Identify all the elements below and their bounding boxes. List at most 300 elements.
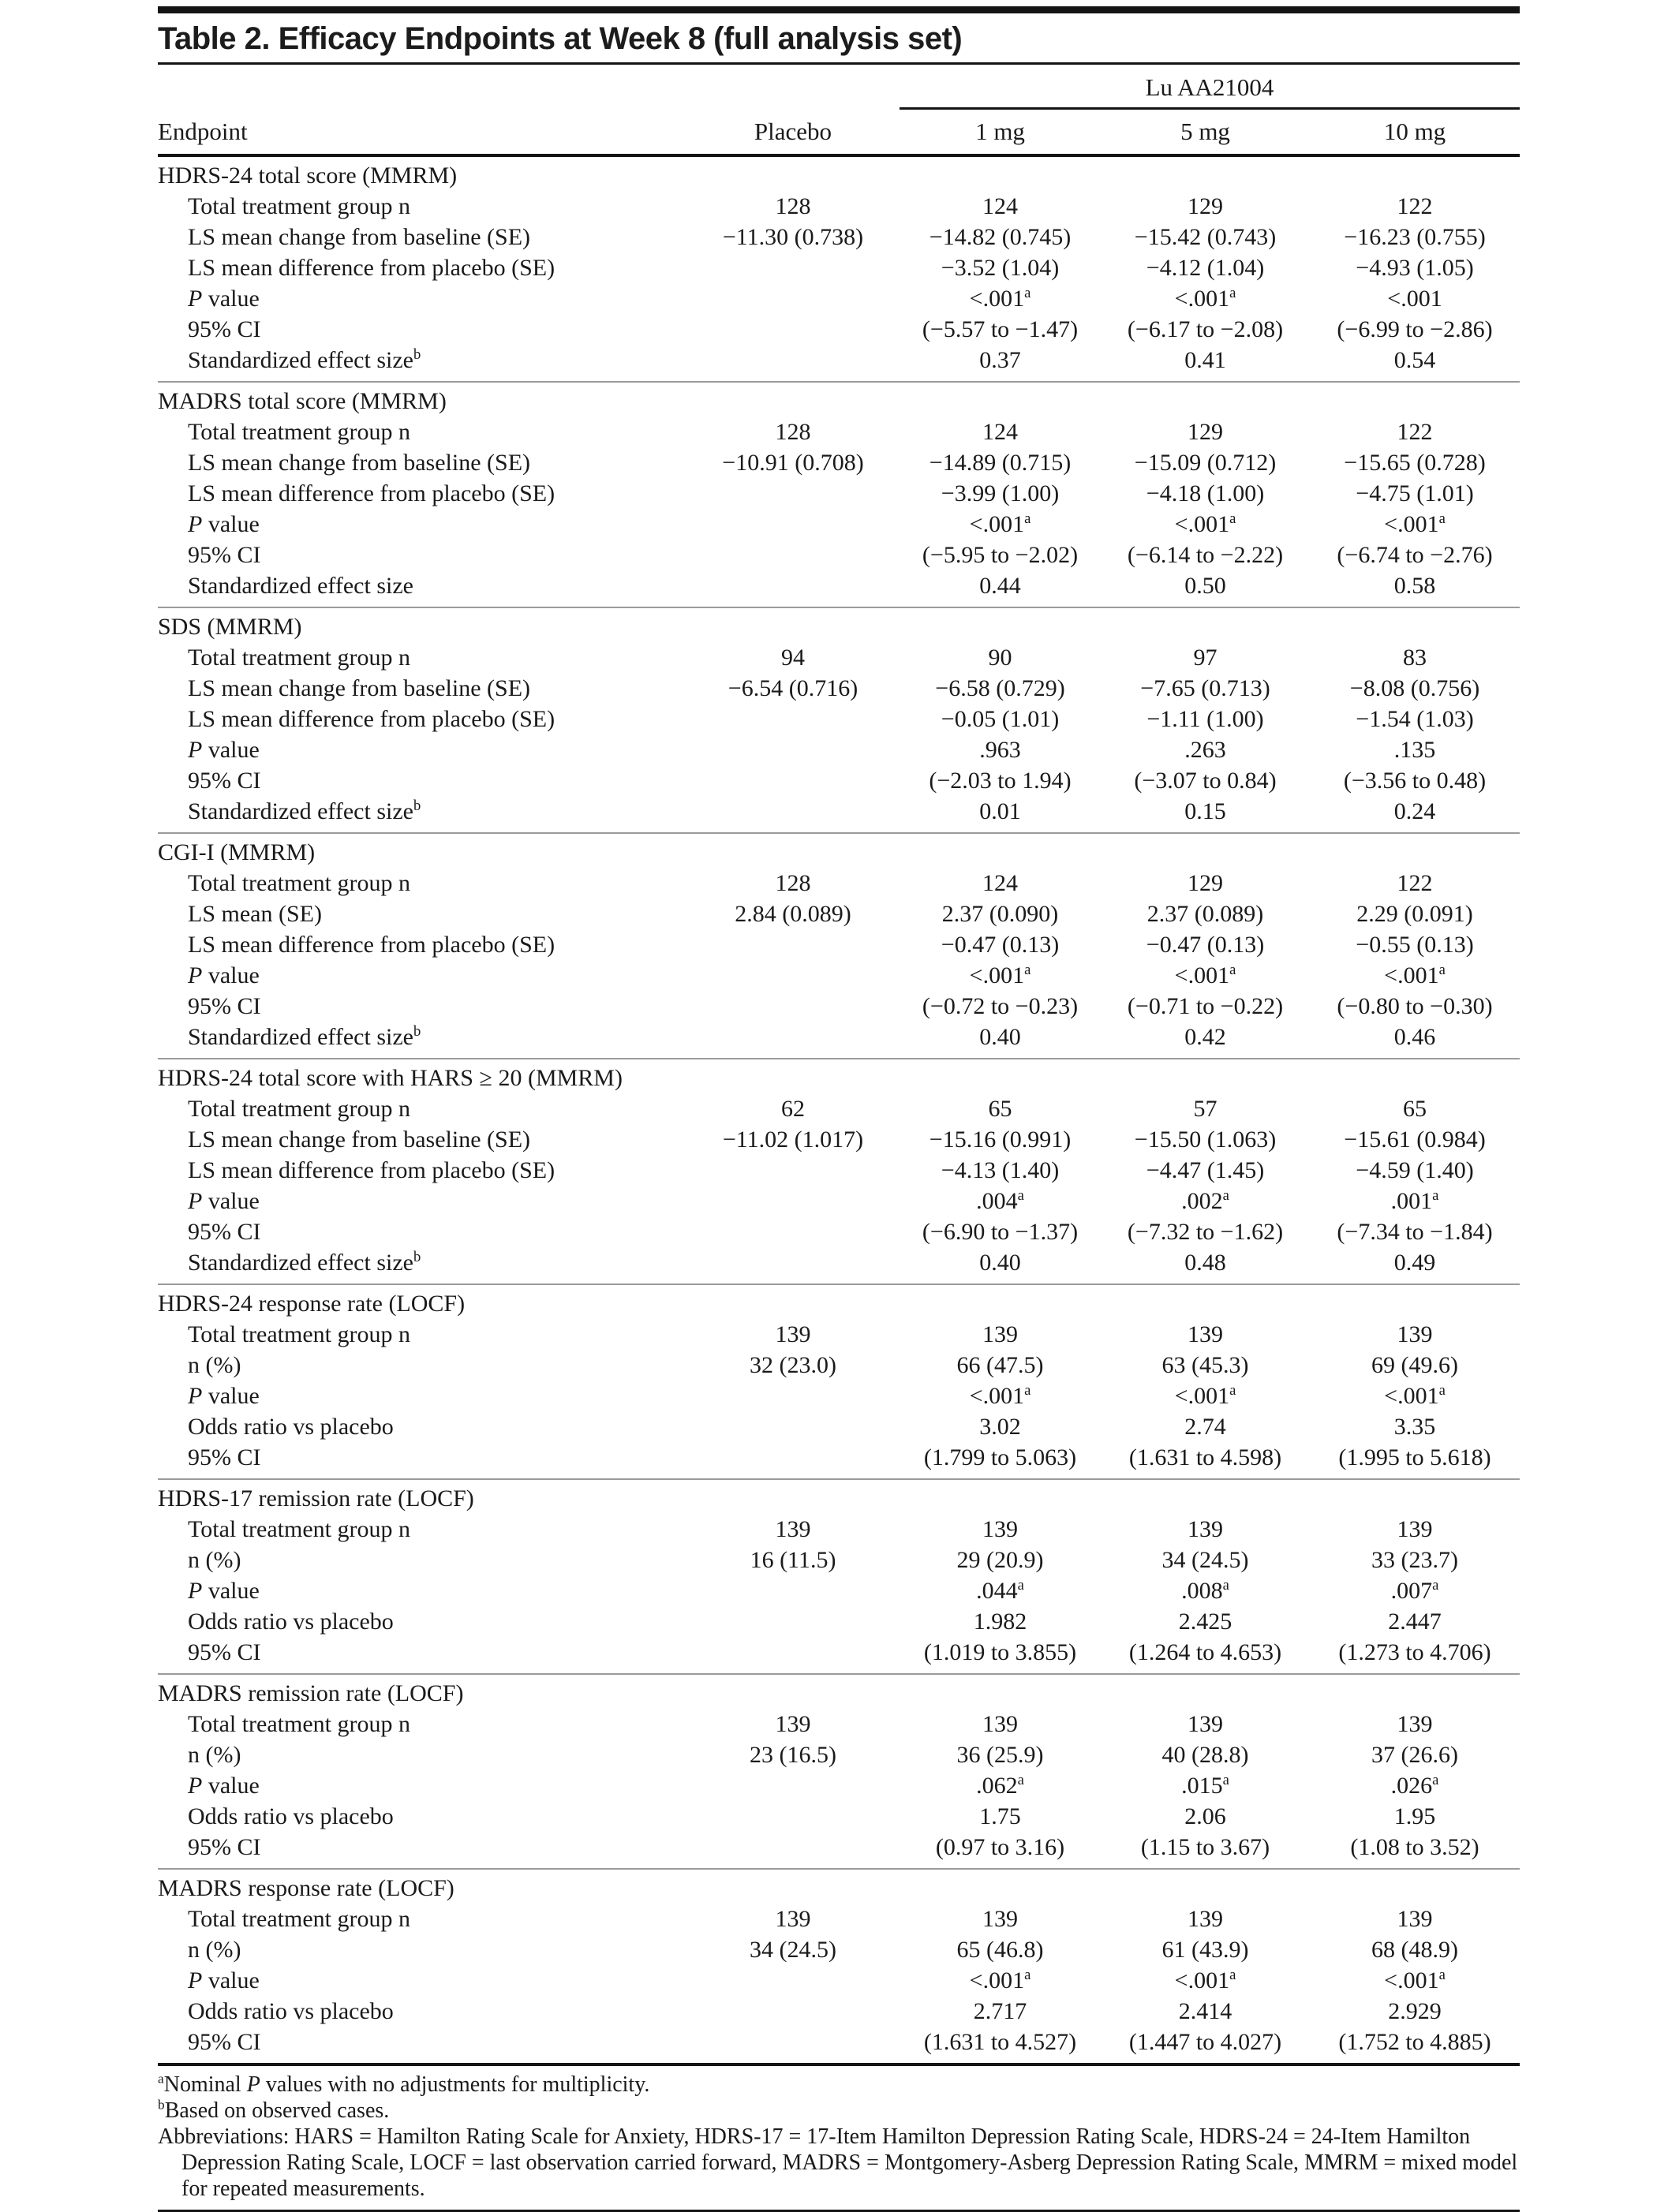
- table-cell: 139: [775, 1906, 811, 1932]
- table-cell: −6.58 (0.729): [935, 675, 1065, 701]
- table-row: [158, 1442, 1520, 1473]
- table-cell: (1.995 to 5.618): [1338, 1444, 1491, 1470]
- table-cell: (1.631 to 4.527): [923, 2029, 1077, 2055]
- table-row: [158, 1350, 1520, 1381]
- table-cell: 0.50: [1184, 573, 1226, 599]
- table-cell: (−7.32 to −1.62): [1127, 1219, 1284, 1245]
- table-cell: 0.58: [1393, 573, 1436, 599]
- row-label: LS mean (SE): [188, 901, 322, 927]
- table-cell: 0.40: [979, 1250, 1021, 1276]
- table-cell: [686, 1186, 900, 1216]
- table-title: Table 2. Efficacy Endpoints at Week 8 (full analysis set): [158, 21, 963, 56]
- table-cell: 139: [982, 1516, 1018, 1542]
- column-header-row: [158, 110, 1520, 154]
- row-label: LS mean change from baseline (SE): [188, 450, 531, 476]
- section-label: HDRS-24 response rate (LOCF): [158, 1291, 466, 1317]
- table-row: [158, 1319, 1520, 1350]
- table-cell: 1.982: [973, 1609, 1027, 1635]
- table-row: [158, 1093, 1520, 1124]
- table-cell: [686, 314, 900, 345]
- table-row: [158, 1124, 1520, 1155]
- section-label: HDRS-17 remission rate (LOCF): [158, 1485, 474, 1511]
- row-label: Total treatment group n: [188, 193, 410, 219]
- table-cell: 129: [1188, 193, 1223, 219]
- row-label: LS mean difference from placebo (SE): [188, 255, 555, 281]
- table-cell: −1.54 (1.03): [1356, 706, 1474, 732]
- table-cell: [686, 796, 900, 827]
- table-cell: −15.50 (1.063): [1134, 1127, 1277, 1153]
- table-section: [158, 608, 1520, 834]
- row-label: Total treatment group n: [188, 870, 410, 896]
- table-row: [158, 796, 1520, 827]
- table-row: [158, 345, 1520, 376]
- table-cell: 66 (47.5): [956, 1352, 1044, 1378]
- table-cell: [686, 1832, 900, 1863]
- table-cell: 0.49: [1393, 1250, 1436, 1276]
- table-cell: 0.01: [979, 798, 1021, 824]
- table-row: [158, 570, 1520, 601]
- table-cell: [686, 1637, 900, 1668]
- table-cell: 63 (45.3): [1161, 1352, 1249, 1378]
- row-label: Odds ratio vs placebo: [188, 1803, 394, 1829]
- table-row: [158, 540, 1520, 570]
- table-cell: −4.75 (1.01): [1356, 480, 1474, 506]
- column-header-placebo: Placebo: [754, 118, 832, 145]
- table-cell: 139: [982, 1906, 1018, 1932]
- table-cell: 128: [775, 193, 811, 219]
- table-row: [158, 1247, 1520, 1278]
- table-cell: 124: [982, 419, 1018, 445]
- table-cell: <.001$^a$: [1174, 285, 1236, 312]
- table-cell: −4.47 (1.45): [1146, 1157, 1265, 1183]
- table-row: [158, 2027, 1520, 2057]
- table-cell: 124: [982, 193, 1018, 219]
- row-label: Total treatment group n: [188, 1096, 410, 1122]
- table-cell: (1.15 to 3.67): [1140, 1834, 1270, 1860]
- row-label: Odds ratio vs placebo: [188, 1998, 394, 2024]
- table-cell: (−6.17 to −2.08): [1127, 316, 1284, 342]
- group-spanner-row: [158, 73, 1520, 110]
- table-cell: 139: [982, 1711, 1018, 1737]
- table-row: [158, 1770, 1520, 1801]
- table-cell: .001$^a$: [1390, 1187, 1439, 1214]
- table-row: [158, 868, 1520, 899]
- table-cell: [686, 1381, 900, 1411]
- table-cell: 0.40: [979, 1024, 1021, 1050]
- table-cell: .007$^a$: [1390, 1577, 1439, 1604]
- table-cell: 1.95: [1393, 1803, 1436, 1829]
- table-cell: 57: [1193, 1096, 1218, 1122]
- table-cell: 122: [1397, 419, 1433, 445]
- column-header-endpoint: Endpoint: [158, 118, 248, 145]
- table-row: [158, 1801, 1520, 1832]
- table-row: [158, 1904, 1520, 1934]
- table-row: [158, 1606, 1520, 1637]
- table-cell: [686, 1965, 900, 1996]
- table-cell: 2.29 (0.091): [1356, 901, 1473, 927]
- table-cell: <.001$^a$: [969, 962, 1031, 988]
- row-label: P value: [188, 1967, 260, 1993]
- section-label: HDRS-24 total score with HARS ≥ 20 (MMRM): [158, 1065, 623, 1091]
- table-row: [158, 1186, 1520, 1216]
- row-label: Total treatment group n: [188, 1321, 410, 1347]
- table-cell: 61 (43.9): [1161, 1937, 1249, 1963]
- table-cell: 32 (23.0): [750, 1352, 836, 1378]
- row-label: P value: [188, 737, 260, 763]
- table-row: [158, 1965, 1520, 1996]
- table-cell: <.001$^a$: [1174, 962, 1236, 988]
- table-cell: 68 (48.9): [1371, 1937, 1458, 1963]
- spanner-spacer: [686, 73, 900, 110]
- table-cell: 124: [982, 870, 1018, 896]
- table-row: [158, 1709, 1520, 1739]
- table-cell: (−5.95 to −2.02): [922, 542, 1079, 568]
- table-row: [158, 283, 1520, 314]
- table-cell: 0.54: [1393, 347, 1436, 373]
- table-cell: 3.35: [1393, 1414, 1436, 1440]
- group-header-lu-aa21004: Lu AA21004: [900, 73, 1520, 110]
- table-cell: 37 (26.6): [1371, 1742, 1458, 1768]
- table-cell: 40 (28.8): [1161, 1742, 1249, 1768]
- table-cell: 129: [1188, 870, 1223, 896]
- table-cell: 2.37 (0.090): [941, 901, 1059, 927]
- table-cell: 62: [781, 1096, 805, 1122]
- table-cell: <.001$^a$: [1384, 1382, 1446, 1409]
- table-cell: .008$^a$: [1181, 1577, 1229, 1604]
- table-cell: 0.46: [1393, 1024, 1436, 1050]
- table-cell: <.001$^a$: [969, 510, 1031, 537]
- table-cell: (1.799 to 5.063): [923, 1444, 1077, 1470]
- table-cell: <.001$^a$: [969, 285, 1031, 312]
- table-cell: [686, 929, 900, 960]
- row-label: LS mean difference from placebo (SE): [188, 932, 555, 958]
- table-cell: (−6.90 to −1.37): [922, 1219, 1079, 1245]
- table-cell: 2.414: [1178, 1998, 1232, 2024]
- row-label: n (%): [188, 1352, 241, 1378]
- table-cell: 0.48: [1184, 1250, 1226, 1276]
- row-label: Odds ratio vs placebo: [188, 1414, 394, 1440]
- table-cell: 33 (23.7): [1371, 1547, 1458, 1573]
- row-label: 95% CI: [188, 2029, 261, 2055]
- row-label: LS mean change from baseline (SE): [188, 224, 531, 250]
- table-cell: 139: [775, 1516, 811, 1542]
- table-section: [158, 157, 1520, 383]
- spanner-spacer: [158, 73, 686, 110]
- table-cell: .002$^a$: [1181, 1187, 1229, 1214]
- table-cell: [686, 1216, 900, 1247]
- table-cell: 65 (46.8): [956, 1937, 1044, 1963]
- table-cell: −15.61 (0.984): [1344, 1127, 1486, 1153]
- table-cell: −4.93 (1.05): [1356, 255, 1474, 281]
- table-cell: (−7.34 to −1.84): [1337, 1219, 1493, 1245]
- row-label: Total treatment group n: [188, 1516, 410, 1542]
- table-section: [158, 1675, 1520, 1870]
- table-cell: 139: [1188, 1321, 1223, 1347]
- table-cell: −14.89 (0.715): [929, 450, 1072, 476]
- table-row: [158, 252, 1520, 283]
- row-label: 95% CI: [188, 993, 261, 1019]
- table-cell: (0.97 to 3.16): [935, 1834, 1065, 1860]
- table-cell: <.001: [1387, 286, 1442, 312]
- table-cell: −11.30 (0.738): [722, 224, 864, 250]
- table-cell: .026$^a$: [1390, 1772, 1439, 1799]
- table-row: [158, 1637, 1520, 1668]
- table-cell: 128: [775, 419, 811, 445]
- table-cell: <.001$^a$: [1384, 1967, 1446, 1993]
- table-cell: 2.84 (0.089): [735, 901, 851, 927]
- table-cell: <.001$^a$: [1174, 510, 1236, 537]
- table-cell: .015$^a$: [1181, 1772, 1229, 1799]
- table-row: [158, 704, 1520, 734]
- row-label: 95% CI: [188, 542, 261, 568]
- footnotes: [158, 2066, 1520, 2206]
- table-cell: 0.41: [1184, 347, 1226, 373]
- table-cell: (−6.74 to −2.76): [1337, 542, 1493, 568]
- table-row: [158, 960, 1520, 991]
- footnote: $^b$Based on observed cases.: [158, 2097, 390, 2123]
- row-label: P value: [188, 1188, 260, 1214]
- column-header-1mg: 1 mg: [975, 118, 1025, 145]
- table-cell: 34 (24.5): [750, 1937, 836, 1963]
- table-cell: [686, 1996, 900, 2027]
- table-cell: [686, 1801, 900, 1832]
- table-cell: 0.24: [1393, 798, 1436, 824]
- table-cell: −0.55 (0.13): [1356, 932, 1474, 958]
- table-row: [158, 734, 1520, 765]
- row-label: 95% CI: [188, 1219, 261, 1245]
- table-cell: .044$^a$: [976, 1577, 1024, 1604]
- table-cell: 122: [1397, 193, 1433, 219]
- table-header: [158, 73, 1520, 154]
- column-header-10mg: 10 mg: [1383, 118, 1446, 145]
- table-cell: <.001$^a$: [1384, 962, 1446, 988]
- table-row: [158, 642, 1520, 673]
- table-row: [158, 899, 1520, 929]
- table-cell: [686, 509, 900, 540]
- table-cell: −4.59 (1.40): [1356, 1157, 1474, 1183]
- table-cell: 139: [982, 1321, 1018, 1347]
- table-cell: <.001$^a$: [1174, 1967, 1236, 1993]
- table-row: [158, 1514, 1520, 1545]
- table-cell: (1.264 to 4.653): [1128, 1639, 1282, 1665]
- table-cell: −0.47 (0.13): [941, 932, 1060, 958]
- table-cell: 128: [775, 870, 811, 896]
- table-cell: 65: [1403, 1096, 1427, 1122]
- table-cell: 122: [1397, 870, 1433, 896]
- table-cell: −15.42 (0.743): [1134, 224, 1277, 250]
- table-cell: (−0.80 to −0.30): [1337, 993, 1493, 1019]
- table-cell: [686, 765, 900, 796]
- section-label: CGI-I (MMRM): [158, 839, 316, 865]
- table-cell: (−3.07 to 0.84): [1134, 768, 1277, 794]
- table-cell: [686, 1155, 900, 1186]
- table-cell: 69 (49.6): [1371, 1352, 1458, 1378]
- table-cell: 1.75: [979, 1803, 1021, 1829]
- table-cell: [686, 1442, 900, 1473]
- table-section: [158, 1059, 1520, 1285]
- table-cell: 2.717: [973, 1998, 1027, 2024]
- table-row: [158, 1996, 1520, 2027]
- row-label: P value: [188, 511, 260, 537]
- table-cell: .135: [1393, 737, 1436, 763]
- row-label: Total treatment group n: [188, 1711, 410, 1737]
- table-cell: 36 (25.9): [956, 1742, 1044, 1768]
- table-cell: −1.11 (1.00): [1146, 706, 1264, 732]
- section-label: MADRS total score (MMRM): [158, 388, 447, 414]
- table-cell: (1.447 to 4.027): [1128, 2029, 1282, 2055]
- table-cell: −14.82 (0.745): [929, 224, 1072, 250]
- table-cell: −3.52 (1.04): [941, 255, 1060, 281]
- table-cell: (−2.03 to 1.94): [929, 768, 1072, 794]
- table-cell: [686, 540, 900, 570]
- table-cell: 23 (16.5): [750, 1742, 836, 1768]
- table-cell: .004$^a$: [976, 1187, 1024, 1214]
- title-rule: [158, 62, 1520, 65]
- table-cell: 139: [775, 1711, 811, 1737]
- table-cell: (−5.57 to −1.47): [922, 316, 1079, 342]
- footnote: $^a$Nominal P values with no adjustments for multiplicity.: [158, 2071, 650, 2097]
- row-label: 95% CI: [188, 768, 261, 794]
- table-cell: 129: [1188, 419, 1223, 445]
- table-cell: (−6.14 to −2.22): [1127, 542, 1284, 568]
- row-label: LS mean change from baseline (SE): [188, 1127, 531, 1153]
- table-cell: −0.05 (1.01): [941, 706, 1060, 732]
- table-cell: 2.447: [1388, 1609, 1442, 1635]
- table-cell: (1.273 to 4.706): [1338, 1639, 1491, 1665]
- table-cell: 2.929: [1388, 1998, 1442, 2024]
- table-cell: [686, 1247, 900, 1278]
- table-cell: [686, 1575, 900, 1606]
- row-label: LS mean difference from placebo (SE): [188, 1157, 555, 1183]
- table-section: [158, 383, 1520, 608]
- table-cell: .963: [979, 737, 1021, 763]
- table-row: [158, 447, 1520, 478]
- table-cell: 2.425: [1178, 1609, 1232, 1635]
- table-cell: −15.65 (0.728): [1344, 450, 1486, 476]
- table-row: [158, 1575, 1520, 1606]
- table-cell: (−0.71 to −0.22): [1127, 993, 1284, 1019]
- row-label: n (%): [188, 1547, 241, 1573]
- table-cell: 0.15: [1184, 798, 1226, 824]
- section-label: MADRS remission rate (LOCF): [158, 1680, 464, 1706]
- column-header-5mg: 5 mg: [1180, 118, 1230, 145]
- row-label: Standardized effect size: [188, 573, 413, 599]
- table-cell: [686, 734, 900, 765]
- table-row: [158, 1216, 1520, 1247]
- table-row: [158, 1381, 1520, 1411]
- table-cell: 90: [988, 645, 1012, 671]
- table-cell: 139: [1188, 1906, 1223, 1932]
- table-cell: 139: [775, 1321, 811, 1347]
- table-cell: (1.08 to 3.52): [1350, 1834, 1479, 1860]
- table-section: [158, 1870, 1520, 2063]
- table-cell: 139: [1397, 1321, 1433, 1347]
- table-cell: −4.12 (1.04): [1146, 255, 1265, 281]
- row-label: Standardized effect size$^b$: [188, 798, 421, 824]
- table-cell: 16 (11.5): [750, 1547, 836, 1573]
- row-label: LS mean difference from placebo (SE): [188, 480, 555, 506]
- table-cell: 2.37 (0.089): [1146, 901, 1264, 927]
- table-cell: 0.42: [1184, 1024, 1226, 1050]
- table-cell: 65: [988, 1096, 1012, 1122]
- section-label: SDS (MMRM): [158, 614, 302, 640]
- row-label: Total treatment group n: [188, 1906, 410, 1932]
- table-cell: −11.02 (1.017): [722, 1127, 864, 1153]
- row-label: 95% CI: [188, 316, 261, 342]
- table-row: [158, 222, 1520, 252]
- table-section: [158, 1285, 1520, 1480]
- footnote: Abbreviations: HARS = Hamilton Rating Scale for Anxiety, HDRS-17 = 17-Item Hamilton Depression Rating Scale, HDRS-24 = 24-Item Hamilton Depression Rating Scale, LOCF = last observation carried forward, MADRS = Montgomery-Asberg Depression Rating Scale, MMRM = mixed model for repeated measurements.: [158, 2124, 1518, 2201]
- row-label: LS mean difference from placebo (SE): [188, 706, 555, 732]
- table-cell: 94: [781, 645, 805, 671]
- table-cell: 29 (20.9): [956, 1547, 1044, 1573]
- section-label: MADRS response rate (LOCF): [158, 1875, 454, 1901]
- row-label: n (%): [188, 1937, 241, 1963]
- table-section: [158, 834, 1520, 1059]
- row-label: 95% CI: [188, 1639, 261, 1665]
- table-cell: 139: [1397, 1906, 1433, 1932]
- row-label: 95% CI: [188, 1444, 261, 1470]
- table-cell: [686, 704, 900, 734]
- table-cell: 0.37: [979, 347, 1021, 373]
- table-cell: 3.02: [979, 1414, 1021, 1440]
- table-cell: <.001$^a$: [969, 1382, 1031, 1409]
- row-label: P value: [188, 1383, 260, 1409]
- table-section: [158, 1480, 1520, 1675]
- table-cell: [686, 570, 900, 601]
- row-label: P value: [188, 1773, 260, 1799]
- table-cell: −15.09 (0.712): [1134, 450, 1277, 476]
- table-cell: −6.54 (0.716): [728, 675, 858, 701]
- top-rule: [158, 6, 1520, 13]
- table-row: [158, 929, 1520, 960]
- table-cell: 34 (24.5): [1161, 1547, 1249, 1573]
- table-cell: [686, 1770, 900, 1801]
- table-row: [158, 1934, 1520, 1965]
- table-row: [158, 1022, 1520, 1052]
- table-cell: [686, 2027, 900, 2057]
- table-cell: −7.65 (0.713): [1140, 675, 1270, 701]
- table-cell: −4.18 (1.00): [1146, 480, 1265, 506]
- table-cell: 139: [1397, 1711, 1433, 1737]
- table-row: [158, 765, 1520, 796]
- table-cell: (1.752 to 4.885): [1338, 2029, 1491, 2055]
- row-label: P value: [188, 1578, 260, 1604]
- table-cell: [686, 283, 900, 314]
- row-label: P value: [188, 286, 260, 312]
- table-row: [158, 478, 1520, 509]
- table-cell: −16.23 (0.755): [1344, 224, 1486, 250]
- table-cell: .263: [1184, 737, 1226, 763]
- table-cell: (−0.72 to −0.23): [922, 993, 1079, 1019]
- table-row: [158, 314, 1520, 345]
- table-cell: 2.06: [1184, 1803, 1226, 1829]
- table-cell: 2.74: [1184, 1414, 1226, 1440]
- table-cell: [686, 1022, 900, 1052]
- table-row: [158, 1411, 1520, 1442]
- table-row: [158, 509, 1520, 540]
- table-row: [158, 673, 1520, 704]
- table-cell: <.001$^a$: [1174, 1382, 1236, 1409]
- table-cell: [686, 478, 900, 509]
- row-label: Standardized effect size$^b$: [188, 1023, 421, 1050]
- table-body: [158, 157, 1520, 2063]
- table-cell: −8.08 (0.756): [1349, 675, 1480, 701]
- row-label: Total treatment group n: [188, 419, 410, 445]
- table-cell: −4.13 (1.40): [941, 1157, 1060, 1183]
- table-cell: 139: [1188, 1516, 1223, 1542]
- table-cell: .062$^a$: [976, 1772, 1024, 1799]
